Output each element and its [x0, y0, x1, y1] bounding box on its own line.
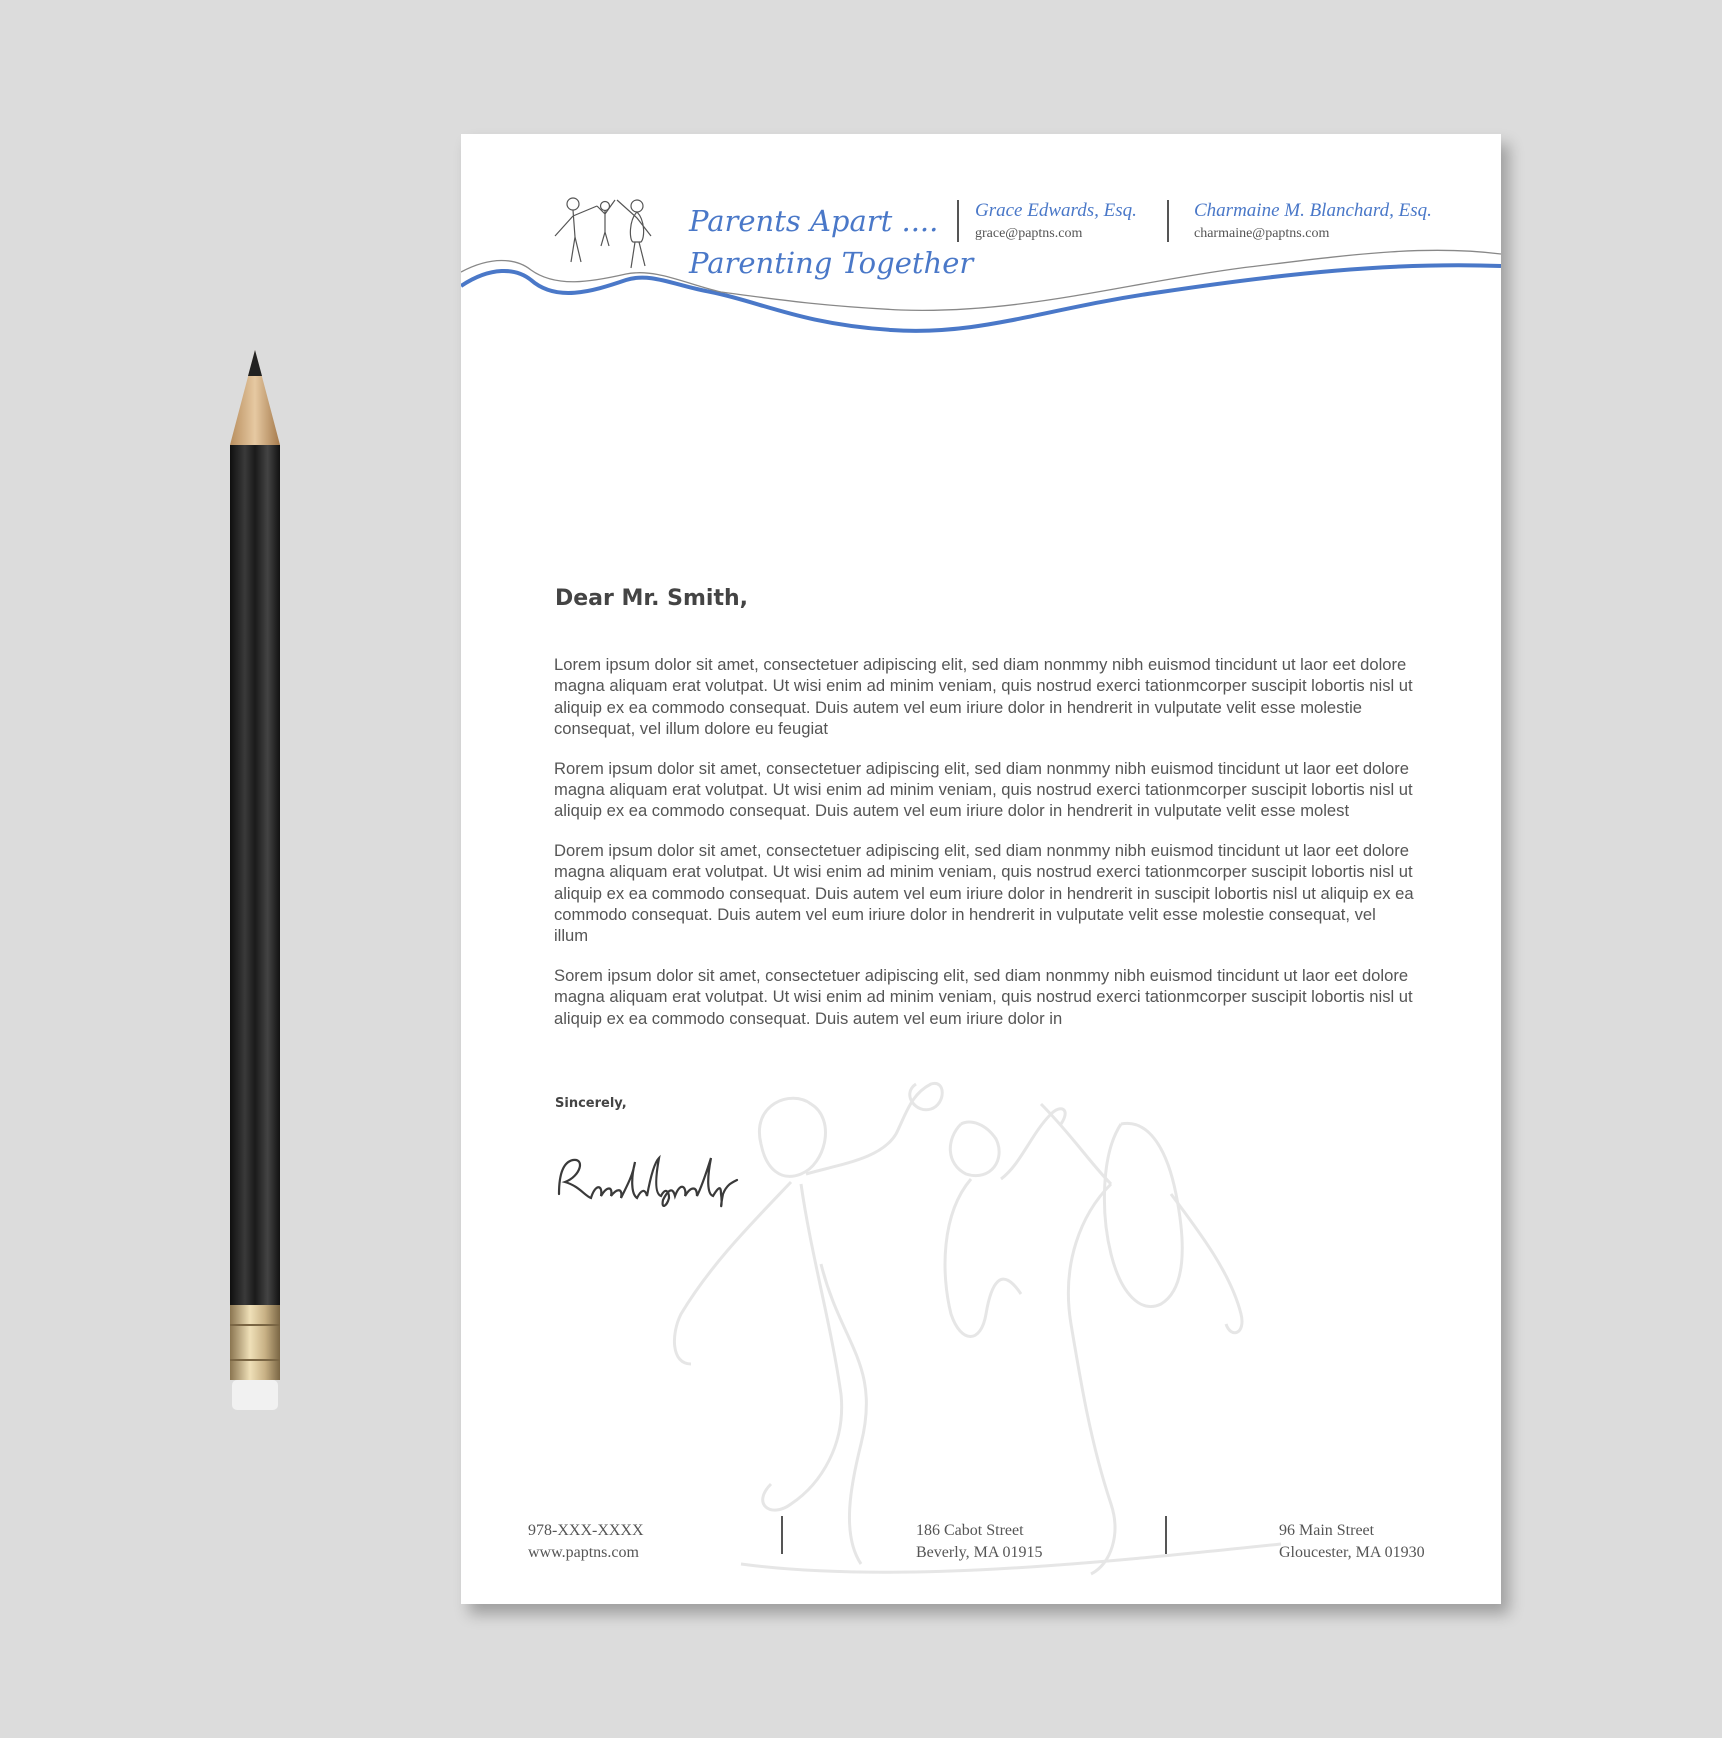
contact-name: Charmaine M. Blanchard, Esq.	[1194, 200, 1432, 221]
contact-grace	[975, 200, 1137, 242]
footer-street: 96 Main Street	[1279, 1522, 1375, 1539]
footer-divider	[1165, 1516, 1167, 1554]
contact-email: grace@paptns.com	[975, 226, 1083, 241]
body-paragraph: Rorem ipsum dolor sit amet, consectetuer adipiscing elit, sed diam nonmmy nibh euismod tincidunt ut laor eet dolore magna aliquam erat volutpat. Ut wisi enim ad minim veniam, quis nostrud exerci tationmcorper suscipit lobortis nisl ut aliquip ex ea commodo consequat. Duis autem vel eum iriure dolor in hendrerit in vulputate velit esse molest	[554, 758, 1413, 821]
body-paragraph: Dorem ipsum dolor sit amet, consectetuer adipiscing elit, sed diam nonmmy nibh euismod tincidunt ut laor eet dolore magna aliquam erat volutpat. Ut wisi enim ad minim veniam, quis nostrud exerci tationmcorper suscipit lobortis nisl ut aliquip ex ea commodo consequat. Duis autem vel eum iriure dolor in hendrerit in suscipit lobortis nisl ut aliquip ex ea commodo consequat. Duis autem vel eum iriure dolor in hendrerit in vulputate velit esse molestie consequat, vel illum	[554, 840, 1414, 946]
family-watermark-illustration	[641, 1064, 1321, 1584]
pencil-image	[228, 350, 282, 1420]
contact-name: Grace Edwards, Esq.	[975, 200, 1137, 221]
footer-office-gloucester	[1279, 1520, 1425, 1564]
footer-website: www.paptns.com	[528, 1544, 639, 1561]
letter-body	[554, 654, 1414, 1047]
footer-city: Gloucester, MA 01930	[1279, 1544, 1425, 1561]
letterhead-sheet	[461, 134, 1501, 1604]
closing: Sincerely,	[555, 1096, 627, 1111]
header-divider	[957, 200, 959, 242]
footer-divider	[781, 1516, 783, 1554]
contact-email: charmaine@paptns.com	[1194, 226, 1330, 241]
brand-line-1: Parents Apart ....	[689, 204, 939, 238]
brand-line-2: Parenting Together	[689, 246, 974, 280]
handwritten-signature	[551, 1144, 741, 1214]
contact-charmaine	[1194, 200, 1432, 242]
brand-name	[689, 200, 973, 284]
footer-phone: 978-XXX-XXXX	[528, 1522, 644, 1539]
header-divider	[1167, 200, 1169, 242]
footer-office-beverly	[916, 1520, 1043, 1564]
family-logo-icon	[545, 192, 665, 292]
body-paragraph: Sorem ipsum dolor sit amet, consectetuer adipiscing elit, sed diam nonmmy nibh euismod tincidunt ut laor eet dolore magna aliquam erat volutpat. Ut wisi enim ad minim veniam, quis nostrud exerci tationmcorper suscipit lobortis nisl ut aliquip ex ea commodo consequat. Duis autem vel eum iriure dolor in	[554, 965, 1413, 1028]
body-paragraph: Lorem ipsum dolor sit amet, consectetuer adipiscing elit, sed diam nonmmy nibh euismod tincidunt ut laor eet dolore magna aliquam erat volutpat. Ut wisi enim ad minim veniam, quis nostrud exerci tationmcorper suscipit lobortis nisl ut aliquip ex ea commodo consequat. Duis autem vel eum iriure dolor in hendrerit in vulputate velit esse molestie consequat, vel illum dolore eu feugiat	[554, 655, 1413, 739]
salutation: Dear Mr. Smith,	[555, 586, 749, 611]
footer-contact	[528, 1520, 644, 1564]
footer-street: 186 Cabot Street	[916, 1522, 1024, 1539]
footer-city: Beverly, MA 01915	[916, 1544, 1043, 1561]
